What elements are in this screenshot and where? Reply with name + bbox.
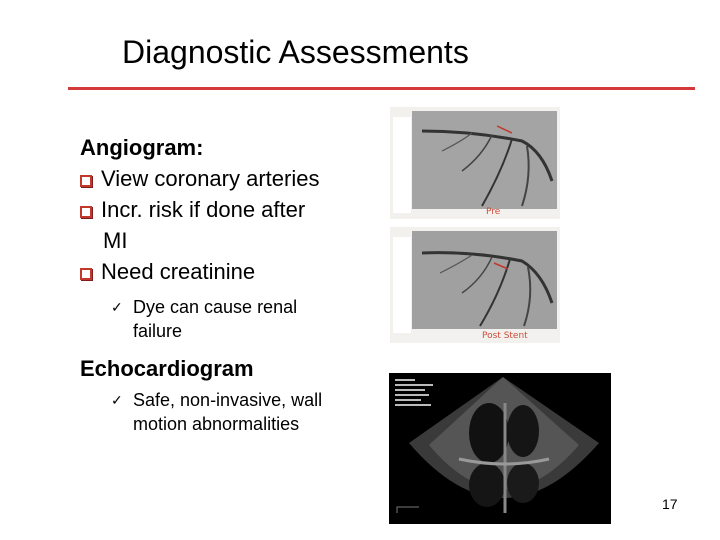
bullet-item: View coronary arteries [80,163,380,194]
bullet-item: Need creatinine [80,256,380,287]
pre-label: Pre [486,207,501,217]
square-bullet-icon [80,175,92,187]
echocardiogram-image [389,373,611,524]
film-label-strip [393,237,411,333]
title-underline [68,87,695,90]
angiogram-film [412,111,557,209]
film-label-strip [393,117,411,213]
angiogram-post-image [390,227,560,343]
sub-bullet-item: ✓ Dye can cause renal failure [111,297,298,341]
post-stent-label: Post Stent [482,331,528,341]
checkmark-icon: ✓ [111,299,123,315]
angiogram-heading: Angiogram: [80,135,204,160]
artery-sketch [412,231,557,329]
checkmark-icon: ✓ [111,392,123,408]
square-bullet-icon [80,268,92,280]
echo-heading: Echocardiogram [80,356,254,381]
page-number: 17 [662,496,678,512]
bullet-item: Incr. risk if done after [80,194,380,225]
square-bullet-icon [80,206,92,218]
slide-title: Diagnostic Assessments [122,34,469,70]
bullet-continuation: MI [103,228,128,253]
echo-scan [389,373,611,524]
slide-body [80,132,380,436]
sub-bullet-item: ✓ Safe, non-invasive, wall motion abnormalities [111,390,323,434]
angiogram-pre-image [390,107,560,219]
angiogram-film [412,231,557,329]
artery-sketch [412,111,557,209]
